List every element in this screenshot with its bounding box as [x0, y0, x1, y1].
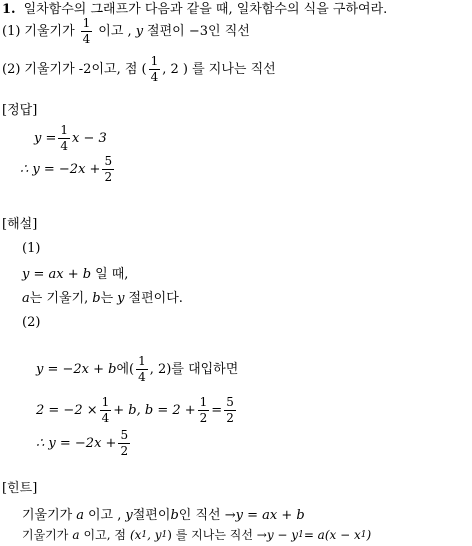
- fraction: $\frac{1}{4}$: [101, 394, 110, 425]
- fraction: $\frac{1}{4}$: [150, 53, 159, 84]
- hint-line-1: 기울기가 a 이고 , y 절편이 b 인 직선 → y = ax + b: [22, 508, 305, 523]
- question-1: (1) 기울기가 $\frac{1}{4}$ 이고 , y 절편이 −3인 직선: [2, 15, 250, 46]
- explanation-line-4: 2 = −2 × $\frac{1}{4}$ + b, b = 2 + $\frac{1}{2}$ = $\frac{5}{2}$: [36, 394, 234, 425]
- answer-heading: [정답]: [2, 103, 38, 118]
- hint-heading: [힌트]: [2, 481, 38, 496]
- hint-line-2: 기울기가 a 이고, 점 (x 1 , y 1 ) 를 지나는 직선 → y − y 1 = a(x − x 1 ): [22, 528, 372, 542]
- explanation-line-1: y = ax + b 일 때,: [22, 267, 129, 282]
- explanation-line-3: y = −2x + b 에( $\frac{1}{4}$ , 2)를 대입하면: [36, 353, 239, 384]
- explanation-heading: [해설]: [2, 217, 38, 232]
- explanation-part-2: (2): [22, 315, 41, 330]
- fraction: $\frac{1}{4}$: [60, 122, 69, 153]
- answer-2: ∴ y = −2x + $\frac{5}{2}$: [20, 153, 113, 184]
- question-2-label: (2): [2, 61, 21, 77]
- explanation-part-1: (1): [22, 241, 41, 256]
- question-1-label: (1): [2, 23, 21, 39]
- fraction: $\frac{5}{2}$: [120, 427, 129, 458]
- problem-number: 1.: [2, 2, 16, 17]
- question-2: (2) 기울기가 -2이고, 점 ( $\frac{1}{4}$ , 2 ) 를 지나는 직선: [2, 53, 276, 84]
- problem-prompt: 일차함수의 그래프가 다음과 같을 때, 일차함수의 식을 구하여라.: [23, 2, 388, 17]
- question-1-text: 기울기가: [24, 23, 75, 39]
- explanation-line-5: ∴ y = −2x + $\frac{5}{2}$: [36, 427, 129, 458]
- question-2-text: 기울기가 -2이고, 점 (: [24, 61, 147, 77]
- fraction: $\frac{1}{4}$: [138, 353, 146, 384]
- fraction: $\frac{5}{2}$: [104, 153, 113, 184]
- explanation-line-2: a 는 기울기, b 는 y 절편이다.: [22, 291, 183, 306]
- fraction: $\frac{1}{4}$: [82, 15, 91, 46]
- fraction: $\frac{5}{2}$: [226, 394, 234, 425]
- fraction: $\frac{1}{2}$: [199, 394, 208, 425]
- answer-1: y = $\frac{1}{4}$ x − 3: [34, 122, 107, 153]
